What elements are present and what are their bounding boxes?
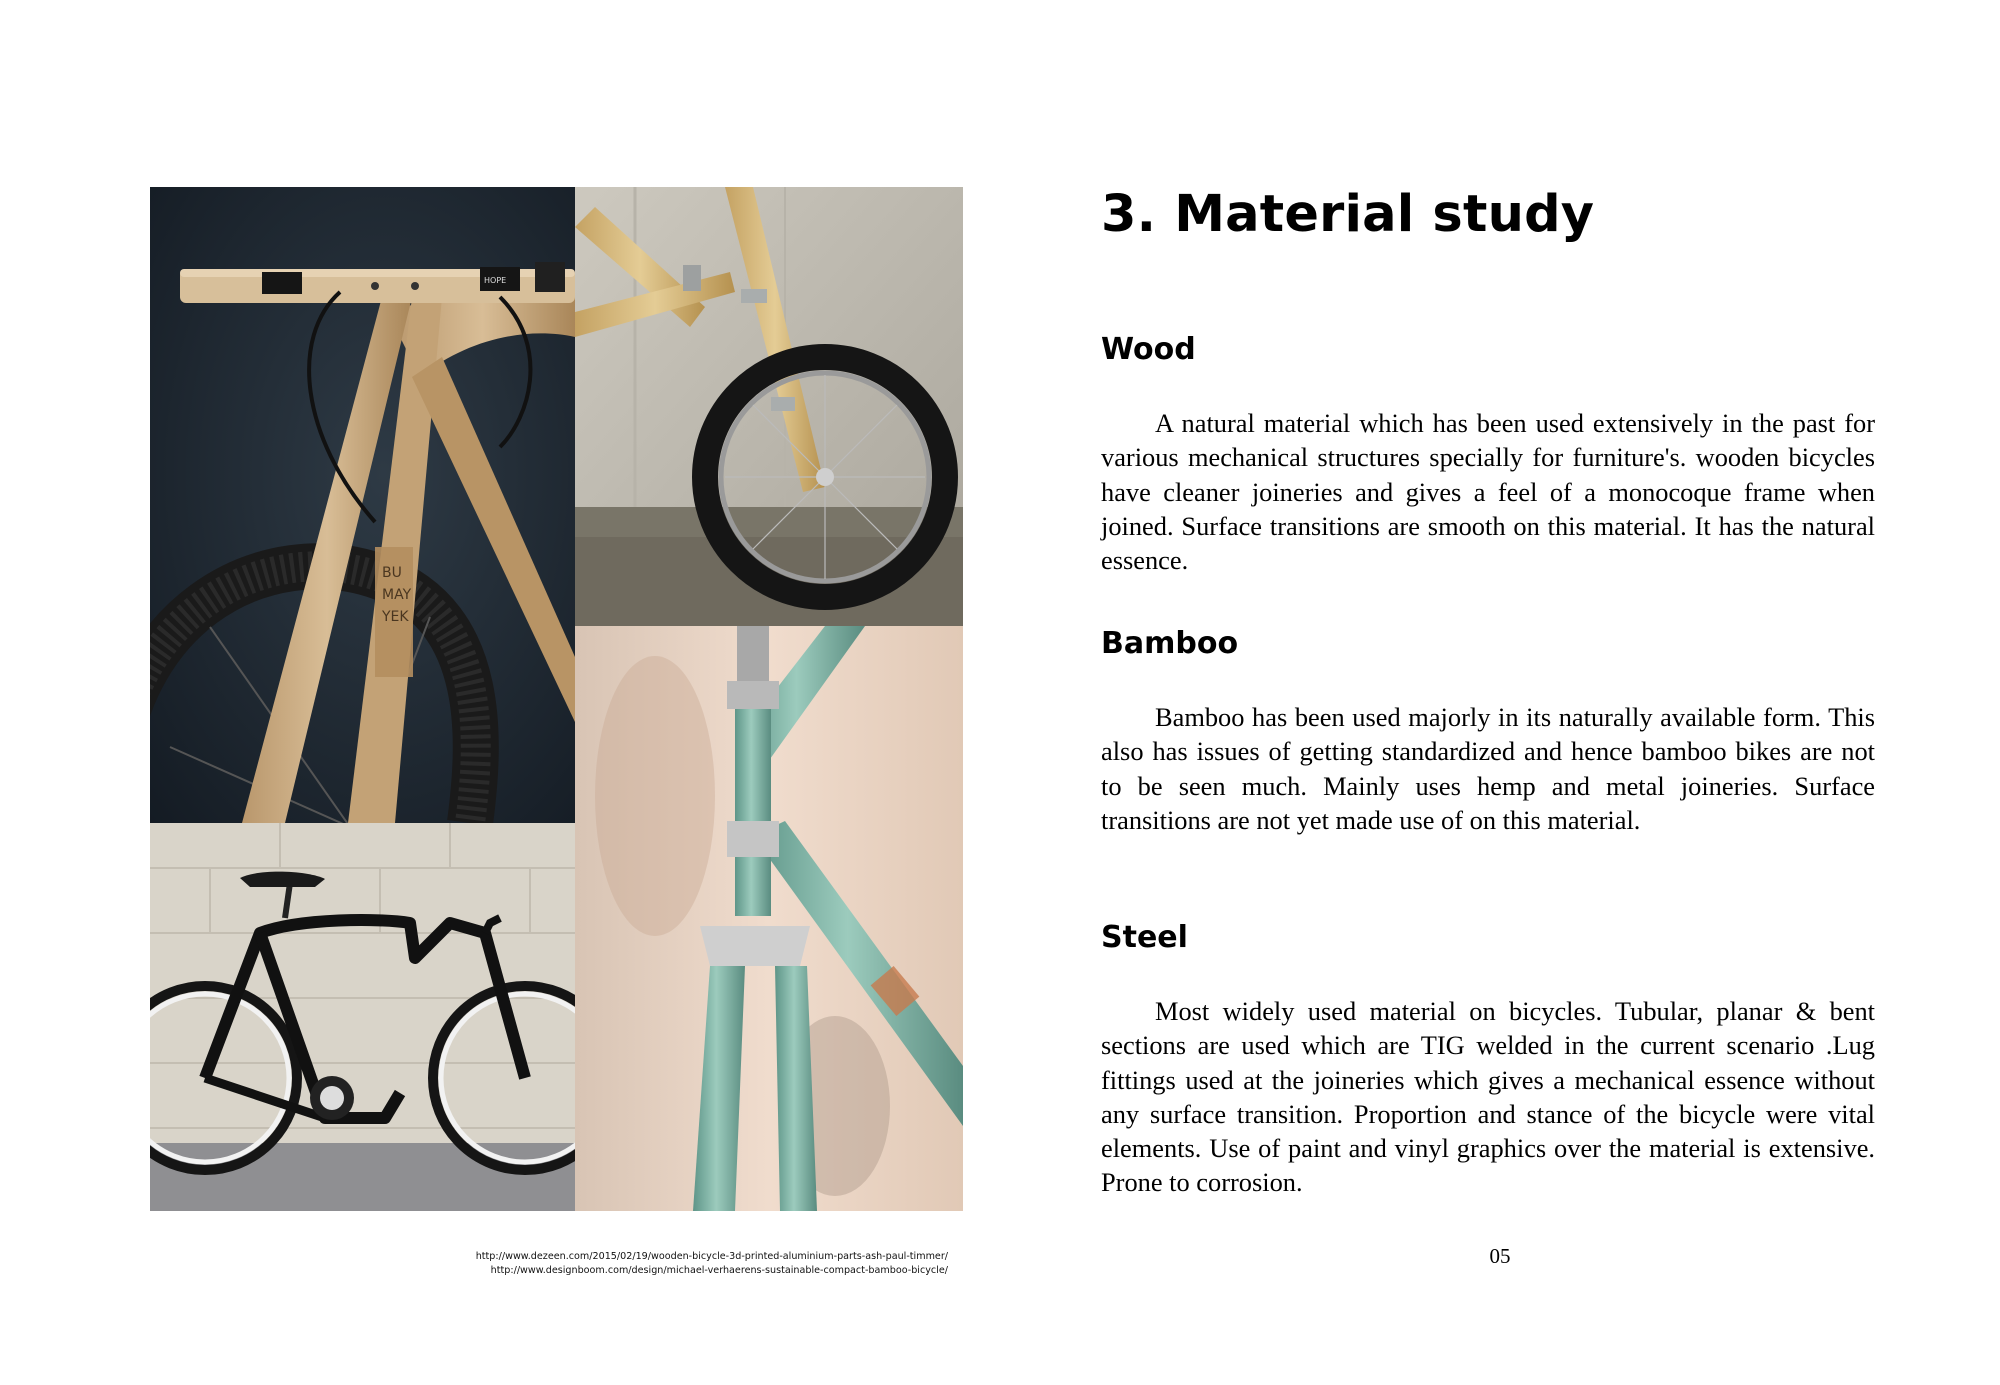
svg-text:MAY: MAY	[382, 587, 412, 603]
svg-text:YEK: YEK	[382, 609, 409, 625]
wooden-bicycle-photo	[150, 187, 575, 823]
page-title: 3. Material study	[1101, 185, 1595, 244]
image-sources	[300, 1250, 948, 1278]
source-link[interactable]: http://www.designboom.com/design/michael-verhaerens-sustainable-compact-bamboo-bicycle/	[490, 1265, 948, 1276]
section-body-wood: A natural material which has been used extensively in the past for various mechanical structures specially for furniture's. wooden bicycles have cleaner joineries and gives a feel of a monocoque frame when joined. Surface transitions are smooth on this material. It has the natural essence.	[1101, 408, 1875, 576]
svg-text:HOPE: HOPE	[484, 276, 507, 285]
svg-text:BU: BU	[382, 565, 402, 581]
bamboo-bicycle-photo	[575, 187, 963, 626]
section-heading-steel: Steel	[1101, 920, 1188, 955]
black-bicycle-photo	[150, 823, 575, 1211]
section-body-bamboo: Bamboo has been used majorly in its naturally available form. This also has issues of getting standardized and hence bamboo bikes are not to be seen much. Mainly uses hemp and metal joineries. Surface transitions are not yet made use of on this material.	[1101, 702, 1875, 835]
section-heading-bamboo: Bamboo	[1101, 626, 1239, 661]
page-number: 05	[1489, 1244, 1511, 1268]
steel-bicycle-frame-photo	[575, 626, 963, 1211]
source-link[interactable]: http://www.dezeen.com/2015/02/19/wooden-bicycle-3d-printed-aluminium-parts-ash-paul-timmer/	[475, 1251, 948, 1262]
section-body-steel: Most widely used material on bicycles. Tubular, planar & bent sections are used which are TIG welded in the current scenario .Lug fittings used at the joineries which gives a mechanical essence without any surface transition. Proportion and stance of the bicycle were vital elements. Use of paint and vinyl graphics over the material is extensive. Prone to corrosion.	[1101, 996, 1875, 1198]
section-heading-wood: Wood	[1101, 332, 1196, 367]
